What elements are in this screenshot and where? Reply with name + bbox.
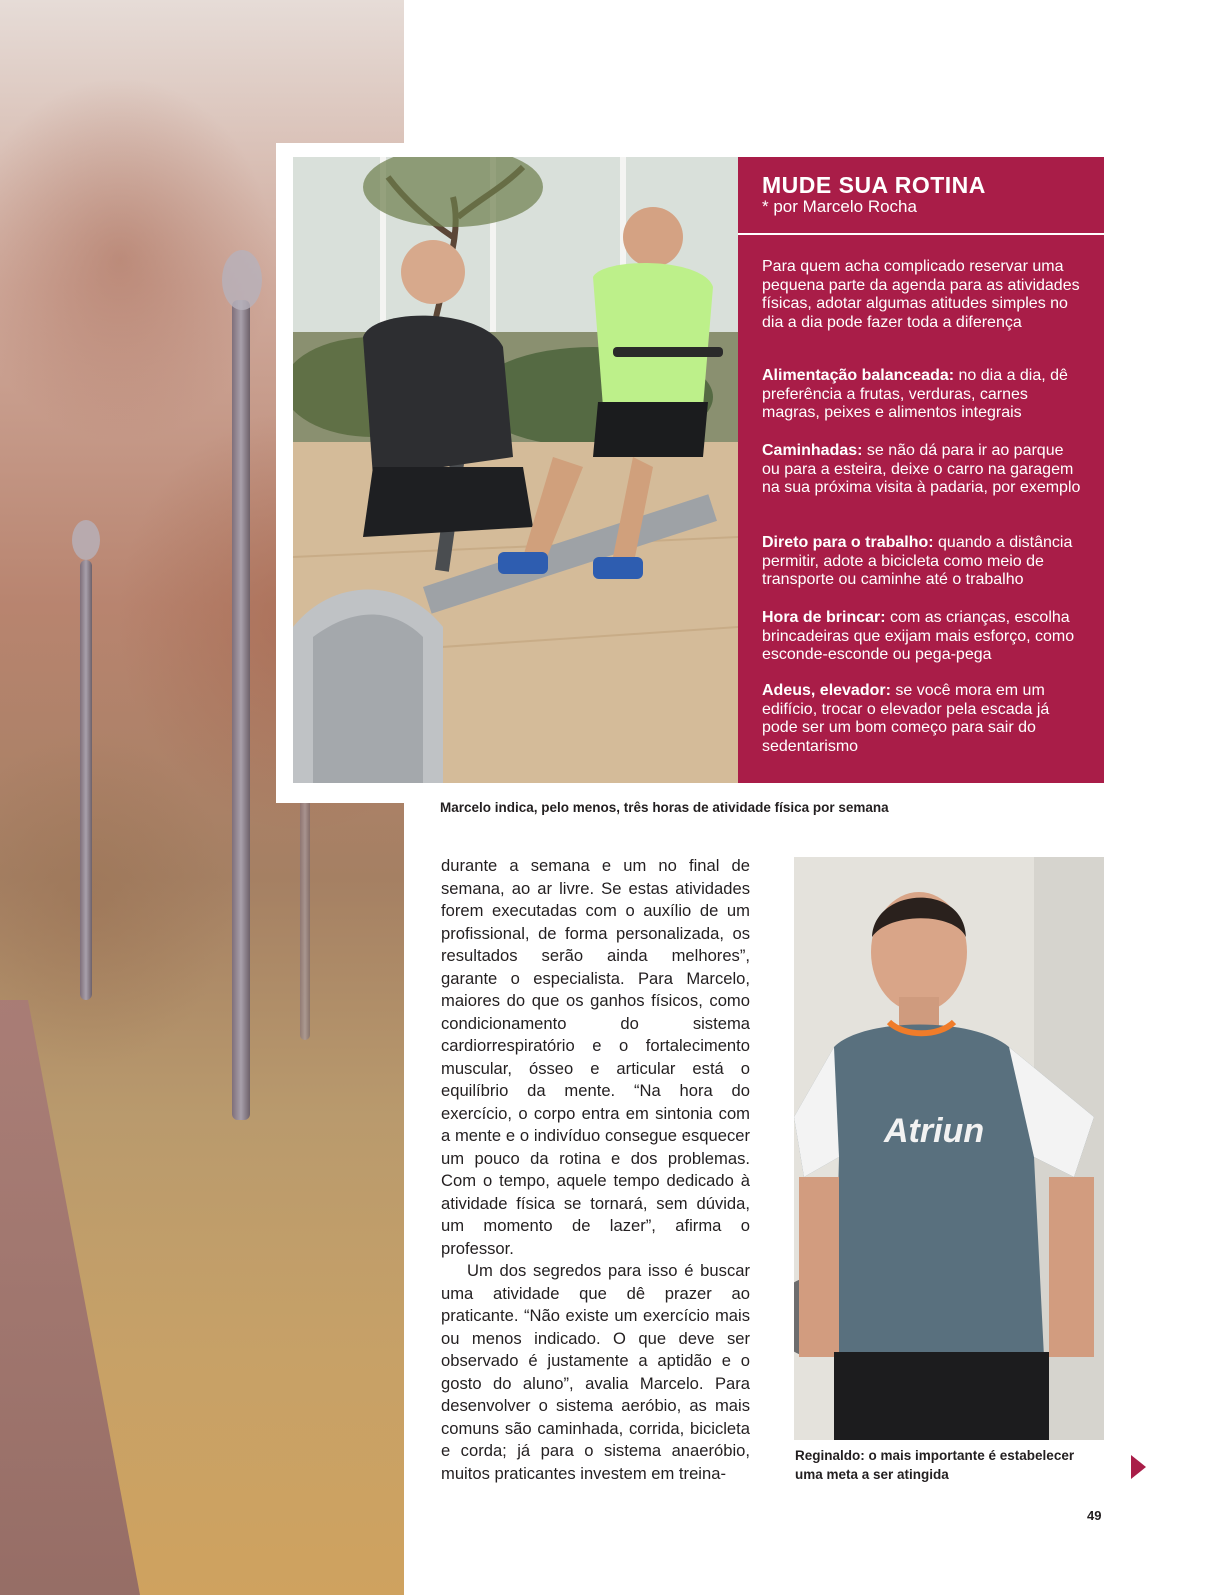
portrait-illustration <box>794 857 1104 1440</box>
portrait-photo-reginaldo <box>794 857 1104 1440</box>
page-number: 49 <box>1087 1508 1102 1523</box>
next-page-arrow-icon <box>1131 1455 1146 1479</box>
tip-caminhadas <box>762 442 1082 498</box>
body-paragraph: Um dos segredos para isso é buscar uma atividade que dê prazer ao praticante. “Não existe um exercício mais ou menos indicado. O que deve ser observado é justamente a aptidão e o gosto do aluno”, avalia Marcelo. Para desenvolver o sistema aeróbio, as mais comuns são caminhada, corrida, bicicleta e corda; já para o sistema anaeróbio, muitos praticantes investem em treina- <box>441 1261 750 1483</box>
portrait-caption: Reginaldo: o mais importante é estabelecer uma meta a ser atingida <box>795 1448 1075 1482</box>
gym-rowing-photo <box>293 157 738 783</box>
tip-direto-trabalho <box>762 534 1082 590</box>
body-paragraph: durante a semana e um no final de semana, ao ar livre. Se estas atividades forem executadas com o auxílio de um profissional, de forma personalizada, os resultados serão ainda melhores”, garante o especialista. Para Marcelo, maiores do que os ganhos físicos, como condicionamento do sistema cardiorrespiratório e o fortalecimento muscular, ósseo e articular está o equilíbrio da mente. “Na hora do exercício, o corpo entra em sintonia com a mente e o indivíduo consegue esquecer um pouco da rotina e dos problemas. Com o tempo, aquele tempo dedicado à atividade física se tornará, sem dúvida, um momento de lazer”, afirma o professor. <box>441 856 750 1258</box>
shirt-logo-text: Atriun <box>884 1112 985 1150</box>
tip-hora-brincar <box>762 609 1082 665</box>
gym-scene-illustration <box>293 157 738 783</box>
tip-heading: Alimentação balanceada: <box>762 367 955 384</box>
sidebar-box-mude-sua-rotina <box>738 157 1104 783</box>
lamp-post <box>80 560 92 1000</box>
sidebar-divider <box>738 233 1104 235</box>
tip-text: se você mora em um edifício, trocar o elevador pela escada já pode ser um bom começo para sair do sedentarismo <box>762 682 1050 755</box>
tip-text: se não dá para ir ao parque ou para a esteira, deixe o carro na garagem na sua próxima visita à padaria, por exemplo <box>762 442 1081 496</box>
tip-alimentacao <box>762 367 1082 423</box>
tip-text: com as crianças, escolha brincadeiras que exijam mais esforço, como esconde-esconde ou pega-pega <box>762 609 1075 663</box>
tip-text: quando a distância permitir, adote a bicicleta como meio de transporte ou caminhe até o trabalho <box>762 534 1073 588</box>
park-path <box>0 1000 140 1595</box>
tip-heading: Adeus, elevador: <box>762 682 891 699</box>
tip-heading: Caminhadas: <box>762 442 863 459</box>
lamp-post <box>232 300 250 1120</box>
article-body <box>441 855 750 1485</box>
tip-heading: Direto para o trabalho: <box>762 534 934 551</box>
tip-heading: Hora de brincar: <box>762 609 886 626</box>
lamp-head <box>72 520 100 560</box>
lamp-head <box>222 250 262 310</box>
tip-text: no dia a dia, dê preferência a frutas, verduras, carnes magras, peixes e alimentos integrais <box>762 367 1068 421</box>
sidebar-title: MUDE SUA ROTINA <box>762 172 986 198</box>
top-photo-caption: Marcelo indica, pelo menos, três horas de atividade física por semana <box>440 800 889 815</box>
tip-adeus-elevador <box>762 682 1082 756</box>
sidebar-author: * por Marcelo Rocha <box>762 197 917 216</box>
sidebar-intro: Para quem acha complicado reservar uma pequena parte da agenda para as atividades físicas, adotar algumas atitudes simples no dia a dia pode fazer toda a diferença <box>762 258 1080 331</box>
